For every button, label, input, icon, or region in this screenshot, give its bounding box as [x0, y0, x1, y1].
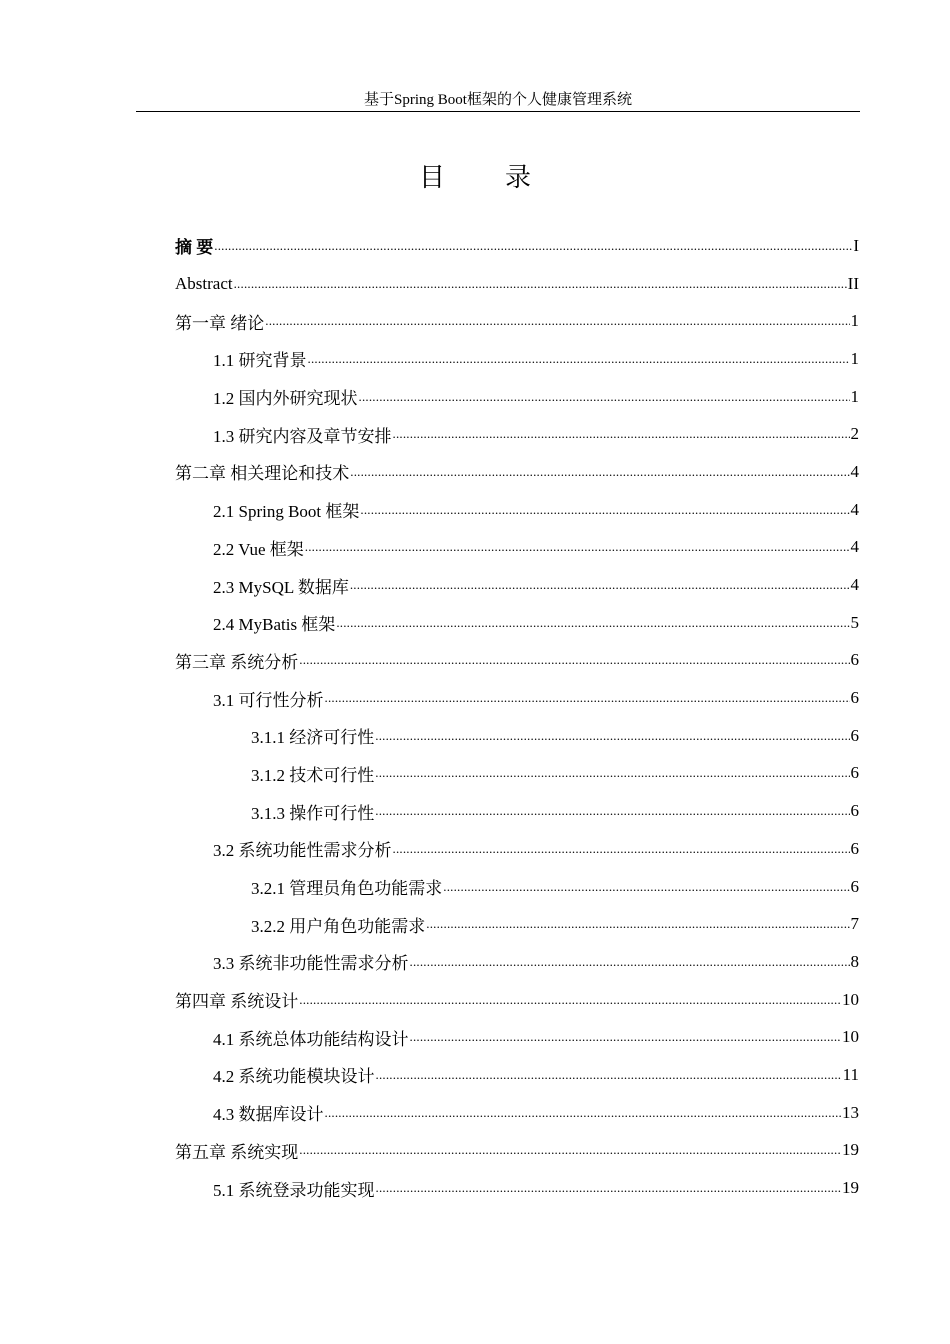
toc-entry[interactable] [175, 830, 859, 868]
toc-entry-title: 第四章 系统设计 [175, 992, 299, 1012]
toc-dot-leader [325, 690, 850, 706]
toc-dot-leader [410, 1029, 842, 1045]
toc-entry[interactable] [175, 1018, 859, 1056]
toc-dot-leader [350, 464, 849, 480]
toc-entry[interactable] [175, 340, 859, 378]
toc-entry-title: 2.1 Spring Boot 框架 [213, 502, 360, 522]
toc-dot-leader [214, 238, 852, 254]
toc-entry[interactable] [175, 529, 859, 567]
toc-entry[interactable] [175, 943, 859, 981]
running-header-title: 基于Spring Boot框架的个人健康管理系统 [364, 92, 632, 108]
toc-entry[interactable] [175, 415, 859, 453]
toc-dot-leader [359, 389, 850, 405]
toc-entry-title: 3.1 可行性分析 [213, 690, 324, 710]
toc-entry-title: 2.2 Vue 框架 [213, 539, 304, 559]
toc-dot-leader [350, 577, 850, 593]
toc-entry-title: 3.2.2 用户角色功能需求 [251, 916, 426, 936]
toc-entry[interactable] [175, 755, 859, 793]
toc-entry-title: 1.1 研究背景 [213, 351, 307, 371]
toc-dot-leader [375, 803, 849, 819]
toc-dot-leader [299, 1142, 841, 1158]
toc-entry-title: 3.2 系统功能性需求分析 [213, 841, 392, 861]
toc-entry-title: 第一章 绪论 [175, 313, 265, 333]
toc-dot-leader [265, 313, 849, 329]
toc-dot-leader [299, 992, 841, 1008]
toc-entry[interactable] [175, 265, 859, 303]
toc-entry[interactable] [175, 717, 859, 755]
toc-entry-title: 3.1.3 操作可行性 [251, 803, 375, 823]
toc-entry[interactable] [175, 905, 859, 943]
table-of-contents [175, 227, 859, 1207]
toc-entry[interactable] [175, 302, 859, 340]
toc-dot-leader [393, 841, 850, 857]
toc-entry[interactable] [175, 453, 859, 491]
page-title-char-1: 目 [418, 163, 445, 192]
toc-entry[interactable] [175, 227, 859, 265]
toc-dot-leader [375, 765, 849, 781]
toc-entry-title: 2.4 MyBatis 框架 [213, 615, 336, 635]
toc-entry-page-number: 8 [850, 951, 859, 971]
toc-entry-page-number: 13 [842, 1102, 859, 1122]
toc-entry-page-number: 6 [850, 725, 859, 745]
toc-entry[interactable] [175, 1169, 859, 1207]
toc-entry[interactable] [175, 378, 859, 416]
toc-entry-page-number: 7 [850, 914, 859, 934]
page-title-char-2: 录 [505, 163, 532, 192]
toc-dot-leader [375, 728, 849, 744]
toc-entry-page-number: 1 [850, 311, 859, 331]
toc-entry-title: 摘 要 [175, 238, 214, 258]
toc-dot-leader [410, 954, 850, 970]
toc-entry-title: 3.1.1 经济可行性 [251, 728, 375, 748]
toc-dot-leader [305, 539, 850, 555]
toc-entry-title: 2.3 MySQL 数据库 [213, 577, 349, 597]
toc-entry-page-number: 19 [842, 1140, 859, 1160]
toc-dot-leader [376, 1067, 842, 1083]
toc-dot-leader [376, 1180, 842, 1196]
toc-entry-title: 第二章 相关理论和技术 [175, 464, 350, 484]
toc-entry-title: 3.1.2 技术可行性 [251, 765, 375, 785]
toc-entry-title: 3.2.1 管理员角色功能需求 [251, 879, 443, 899]
toc-entry-page-number: 2 [850, 424, 859, 444]
toc-entry[interactable] [175, 491, 859, 529]
toc-entry[interactable] [175, 642, 859, 680]
toc-entry-page-number: 6 [850, 688, 859, 708]
toc-entry-page-number: I [853, 235, 859, 255]
toc-entry-title: 4.1 系统总体功能结构设计 [213, 1029, 409, 1049]
toc-entry-page-number: 19 [842, 1178, 859, 1198]
toc-entry-title: 第三章 系统分析 [175, 652, 299, 672]
toc-dot-leader [336, 615, 849, 631]
toc-dot-leader [426, 916, 849, 932]
toc-entry-page-number: 4 [850, 537, 859, 557]
toc-entry-title: 1.2 国内外研究现状 [213, 389, 358, 409]
toc-dot-leader [443, 879, 849, 895]
toc-dot-leader [234, 276, 847, 292]
toc-entry-page-number: 4 [850, 575, 859, 595]
page-title [0, 158, 950, 198]
toc-entry-page-number: II [847, 273, 859, 293]
toc-entry[interactable] [175, 981, 859, 1019]
toc-dot-leader [299, 652, 849, 668]
toc-entry[interactable] [175, 868, 859, 906]
toc-dot-leader [360, 502, 849, 518]
toc-entry-title: 5.1 系统登录功能实现 [213, 1180, 375, 1200]
toc-entry[interactable] [175, 604, 859, 642]
toc-entry-page-number: 11 [842, 1064, 859, 1084]
toc-dot-leader [393, 426, 850, 442]
toc-dot-leader [308, 351, 850, 367]
toc-entry-title: 1.3 研究内容及章节安排 [213, 426, 392, 446]
toc-entry-title: 4.2 系统功能模块设计 [213, 1067, 375, 1087]
toc-dot-leader [325, 1105, 842, 1121]
toc-entry-page-number: 6 [850, 763, 859, 783]
toc-entry-page-number: 5 [850, 612, 859, 632]
toc-entry[interactable] [175, 792, 859, 830]
toc-entry-page-number: 6 [850, 876, 859, 896]
toc-entry[interactable] [175, 679, 859, 717]
toc-entry-page-number: 4 [850, 499, 859, 519]
toc-entry-title: 4.3 数据库设计 [213, 1105, 324, 1125]
toc-entry-title: Abstract [175, 273, 233, 293]
toc-entry-page-number: 10 [842, 1027, 859, 1047]
toc-entry-page-number: 6 [850, 838, 859, 858]
toc-entry-page-number: 1 [850, 386, 859, 406]
toc-entry[interactable] [175, 1132, 859, 1170]
toc-entry-title: 第五章 系统实现 [175, 1142, 299, 1162]
toc-entry-page-number: 10 [842, 989, 859, 1009]
toc-entry-title: 3.3 系统非功能性需求分析 [213, 954, 409, 974]
toc-entry-page-number: 4 [850, 461, 859, 481]
toc-entry-page-number: 6 [850, 650, 859, 670]
toc-entry[interactable] [175, 566, 859, 604]
toc-entry-page-number: 6 [850, 801, 859, 821]
toc-entry[interactable] [175, 1056, 859, 1094]
running-header [136, 90, 860, 112]
toc-entry-page-number: 1 [850, 348, 859, 368]
toc-entry[interactable] [175, 1094, 859, 1132]
